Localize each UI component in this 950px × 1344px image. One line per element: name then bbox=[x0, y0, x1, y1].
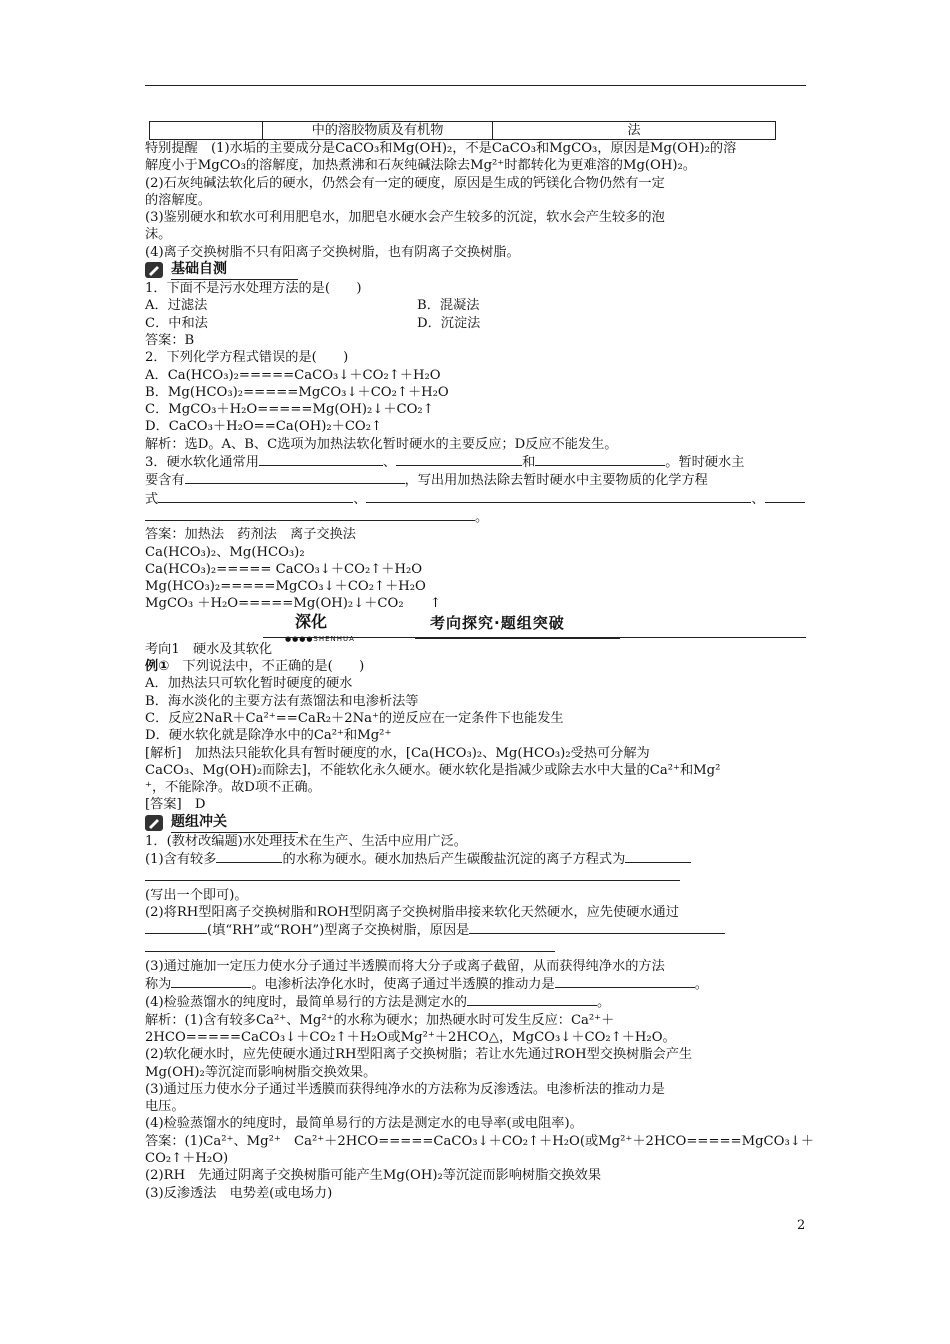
section-underline bbox=[171, 832, 298, 833]
analysis-text: (4)检验蒸馏水的纯度时，最简单易行的方法是测定水的电导率(或电阻率)。 bbox=[145, 1116, 583, 1132]
text: 的水称为硬水。硬水加热后产生碳酸盐沉淀的离子方程式为 bbox=[282, 851, 626, 867]
text: 。电渗析法净化水时，使离子通过半透膜的推动力是 bbox=[251, 977, 555, 993]
tip-label: 特别提醒 bbox=[145, 141, 198, 156]
question-stem: 3．硬水软化通常用 bbox=[145, 455, 259, 471]
answer-blank bbox=[145, 939, 555, 952]
answer-text: [答案] D bbox=[145, 797, 206, 813]
answer-blank bbox=[185, 471, 405, 484]
option-c: C．中和法 bbox=[145, 315, 208, 331]
option-b: B．Mg(HCO₃)₂=====MgCO₃↓＋CO₂↑＋H₂O bbox=[145, 384, 449, 400]
option-a: A．过滤法 bbox=[145, 298, 208, 314]
example-label: 例① bbox=[145, 659, 170, 675]
answer-text: CO₂↑＋H₂O) bbox=[145, 1151, 229, 1167]
page-content bbox=[145, 121, 814, 1202]
answer-blank bbox=[765, 490, 805, 503]
tip-line: 沫。 bbox=[145, 227, 172, 243]
tip-line: (1)水垢的主要成分是CaCO₃和Mg(OH)₂，不是CaCO₃和MgCO₃，原因是Mg(OH)₂的溶 bbox=[210, 141, 737, 156]
section-underline bbox=[171, 279, 298, 280]
banner-sub: ●●●●SHENHUA bbox=[285, 634, 355, 643]
answer-text: 答案：(1)Ca²⁺、Mg²⁺ Ca²⁺＋2HCO=====CaCO₃↓＋CO₂↑＋H₂O(或Mg²⁺＋2HCO=====MgCO₃↓＋ bbox=[145, 1133, 814, 1149]
answer-text: 答案：B bbox=[145, 332, 195, 348]
text: 和 bbox=[522, 455, 536, 471]
text: (填“RH”或“ROH”)型离子交换树脂，原因是 bbox=[207, 923, 470, 939]
answer-blank bbox=[171, 975, 251, 988]
banner-line bbox=[263, 637, 806, 638]
banner-title: 考向探究·题组突破 bbox=[430, 613, 565, 632]
answer-text: Ca(HCO₃)₂===== CaCO₃↓＋CO₂↑＋H₂O bbox=[145, 561, 423, 577]
text: 、 bbox=[353, 491, 367, 507]
answer-text: Mg(HCO₃)₂=====MgCO₃↓＋CO₂↑＋H₂O bbox=[145, 579, 426, 595]
answer-blank bbox=[469, 921, 725, 934]
answer-blank bbox=[625, 850, 691, 863]
text: 。 bbox=[475, 509, 489, 525]
text: 。暂时硬水主 bbox=[665, 455, 745, 471]
pen-icon bbox=[145, 815, 163, 831]
tip-line: (4)离子交换树脂不只有阳离子交换树脂，也有阴离子交换树脂。 bbox=[145, 244, 520, 260]
question-stem: 1．下面不是污水处理方法的是( ) bbox=[145, 281, 362, 297]
option-c: C．反应2NaR＋Ca²⁺==CaR₂＋2Na⁺的逆反应在一定条件下也能发生 bbox=[145, 710, 564, 726]
text: (3)通过施加一定压力使水分子通过半透膜而将大分子或离子截留，从而获得纯净水的方法 bbox=[145, 958, 665, 974]
question-stem: 1．(教材改编题)水处理技术在生产、生活中应用广泛。 bbox=[145, 833, 467, 849]
section-banner bbox=[145, 613, 806, 641]
answer-blank bbox=[396, 453, 522, 466]
text: 、 bbox=[751, 491, 765, 507]
text: ，写出用加热法除去暂时硬水中主要物质的化学方程 bbox=[404, 473, 708, 489]
answer-blank bbox=[555, 975, 695, 988]
analysis-text: [解析] 加热法只能软化具有暂时硬度的水，[Ca(HCO₃)₂、Mg(HCO₃)₂受热可分解为 bbox=[145, 745, 650, 761]
text: (1)含有较多 bbox=[145, 851, 217, 867]
table-cell-empty bbox=[150, 122, 263, 140]
text: 。 bbox=[694, 977, 708, 993]
table-header-row bbox=[149, 121, 776, 140]
analysis-text: Mg(OH)₂等沉淀而影响树脂交换效果。 bbox=[145, 1064, 377, 1080]
answer-blank bbox=[535, 453, 665, 466]
pen-icon bbox=[145, 262, 163, 278]
section-heading-group bbox=[145, 814, 806, 833]
banner-deep: 深化 bbox=[295, 611, 328, 631]
answer-text: 答案：加热法 药剂法 离子交换法 bbox=[145, 527, 356, 543]
header-rule bbox=[145, 85, 806, 86]
option-b: B．海水淡化的主要方法有蒸馏法和电渗析法等 bbox=[145, 693, 419, 709]
answer-blank bbox=[145, 921, 207, 934]
tip-line: (2)石灰纯碱法软化后的硬水，仍然会有一定的硬度，原因是生成的钙镁化合物仍然有一定 bbox=[145, 175, 665, 191]
answer-blank bbox=[259, 453, 383, 466]
question-stem: 2．下列化学方程式错误的是( ) bbox=[145, 350, 349, 366]
section-title: 基础自测 bbox=[171, 261, 227, 278]
option-a: A．Ca(HCO₃)₂=====CaCO₃↓＋CO₂↑＋H₂O bbox=[145, 367, 441, 383]
section-title: 题组冲关 bbox=[171, 813, 227, 830]
tip-line: (3)鉴别硬水和软水可利用肥皂水，加肥皂水硬水会产生较多的沉淀，软水会产生较多的泡 bbox=[145, 210, 665, 226]
answer-blank bbox=[145, 868, 680, 881]
text: 要含有 bbox=[145, 473, 185, 489]
table-cell-col2: 法 bbox=[493, 122, 776, 140]
answer-blank bbox=[158, 490, 353, 503]
analysis-text: 解析：(1)含有较多Ca²⁺、Mg²⁺的水称为硬水；加热硬水时可发生反应：Ca²⁺＋ bbox=[145, 1012, 615, 1028]
page-number: 2 bbox=[797, 1218, 806, 1233]
text: 称为 bbox=[145, 977, 172, 993]
answer-text: (3)反渗透法 电势差(或电场力) bbox=[145, 1185, 333, 1201]
text: 式 bbox=[145, 491, 159, 507]
option-d: D．CaCO₃＋H₂O==Ca(OH)₂＋CO₂↑ bbox=[145, 419, 383, 435]
answer-blank bbox=[216, 850, 282, 863]
answer-text: (2)RH 先通过阴离子交换树脂可能产生Mg(OH)₂等沉淀而影响树脂交换效果 bbox=[145, 1168, 602, 1184]
analysis-text: CaCO₃、Mg(OH)₂而除去]，不能软化永久硬水。硬水软化是指减少或除去水中大量的Ca²⁺和Mg² bbox=[145, 762, 721, 778]
answer-blank bbox=[145, 508, 475, 521]
option-c: C．MgCO₃＋H₂O=====Mg(OH)₂↓＋CO₂↑ bbox=[145, 402, 434, 418]
topic-heading: 考向1 硬水及其软化 bbox=[145, 641, 273, 657]
answer-text: MgCO₃ ＋H₂O=====Mg(OH)₂↓＋CO₂ ↑ bbox=[145, 596, 442, 612]
text: (2)将RH型阳离子交换树脂和ROH型阴离子交换树脂串接来软化天然硬水，应先使硬水通过 bbox=[145, 904, 679, 920]
option-b: B．混凝法 bbox=[417, 298, 480, 314]
text: 。 bbox=[597, 995, 611, 1011]
table-cell-col1: 中的溶胶物质及有机物 bbox=[263, 122, 493, 140]
answer-blank bbox=[366, 490, 751, 503]
text: (4)检验蒸馏水的纯度时，最简单易行的方法是测定水的 bbox=[145, 995, 467, 1011]
analysis-text: (3)通过压力使水分子通过半透膜而获得纯净水的方法称为反渗透法。电渗析法的推动力是 bbox=[145, 1081, 665, 1097]
analysis-text: 2HCO=====CaCO₃↓＋CO₂↑＋H₂O或Mg²⁺＋2HCO△，MgCO₃↓＋CO₂↑＋H₂O。 bbox=[145, 1029, 676, 1045]
section-heading-basic bbox=[145, 261, 806, 280]
tip-line: 解度小于MgCO₃的溶解度，加热煮沸和石灰纯碱法除去Mg²⁺时都转化为更难溶的Mg(OH)₂。 bbox=[145, 158, 696, 174]
option-d: D．硬水软化就是除净水中的Ca²⁺和Mg²⁺ bbox=[145, 728, 392, 744]
text: 、 bbox=[382, 455, 397, 471]
analysis-text: ⁺，不能除净。故D项不正确。 bbox=[145, 780, 321, 796]
analysis-text: 解析：选D。A、B、C选项为加热法软化暂时硬水的主要反应；D反应不能发生。 bbox=[145, 436, 618, 452]
analysis-text: (2)软化硬水时，应先使硬水通过RH型阳离子交换树脂；若让水先通过ROH型交换树脂会产生 bbox=[145, 1047, 693, 1063]
text: (写出一个即可)。 bbox=[145, 887, 248, 903]
tip-line: 的溶解度。 bbox=[145, 192, 211, 208]
answer-text: Ca(HCO₃)₂、Mg(HCO₃)₂ bbox=[145, 544, 305, 560]
analysis-text: 电压。 bbox=[145, 1099, 185, 1115]
question-stem: 下列说法中，不正确的是( ) bbox=[169, 659, 365, 675]
option-d: D．沉淀法 bbox=[417, 315, 481, 331]
answer-blank bbox=[467, 993, 597, 1006]
option-a: A．加热法只可软化暂时硬度的硬水 bbox=[145, 676, 353, 692]
